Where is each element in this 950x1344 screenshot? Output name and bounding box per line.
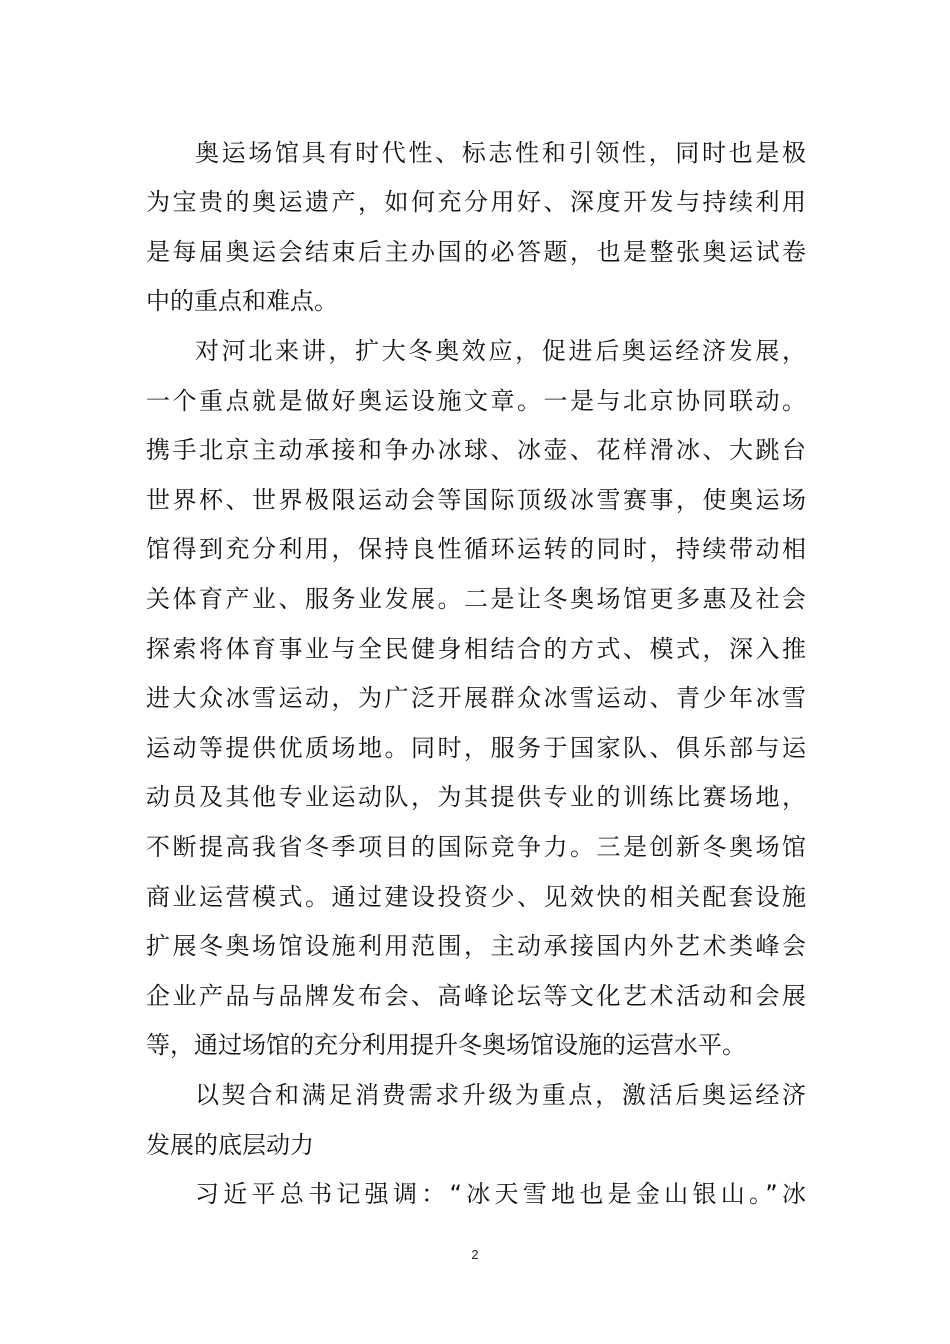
paragraph-2-line-5: 馆得到充分利用，保持良性循环运转的同时，持续带动相 (146, 535, 806, 563)
paragraph-3-line-1: 习近平总书记强调：“冰天雪地也是金山银山。”冰 (195, 1180, 806, 1208)
paragraph-2-line-2: 一个重点就是做好奥运设施文章。一是与北京协同联动。 (146, 387, 806, 415)
paragraph-2-line-11: 不断提高我省冬季项目的国际竞争力。三是创新冬奥场馆 (146, 833, 806, 861)
paragraph-2-line-13: 扩展冬奥场馆设施利用范围，主动承接国内外艺术类峰会 (146, 932, 806, 960)
paragraph-2-line-7: 探索将体育事业与全民健身相结合的方式、模式，深入推 (146, 635, 806, 663)
paragraph-1-line-3: 是每届奥运会结束后主办国的必答题，也是整张奥运试卷 (146, 238, 806, 266)
paragraph-2-line-3: 携手北京主动承接和争办冰球、冰壶、花样滑冰、大跳台 (146, 436, 806, 464)
paragraph-1-line-2: 为宝贵的奥运遗产，如何充分用好、深度开发与持续利用 (146, 188, 806, 216)
paragraph-2-line-14: 企业产品与品牌发布会、高峰论坛等文化艺术活动和会展 (146, 982, 806, 1010)
paragraph-2-line-4: 世界杯、世界极限运动会等国际顶级冰雪赛事，使奥运场 (146, 486, 806, 514)
paragraph-2-line-15: 等，通过场馆的充分利用提升冬奥场馆设施的运营水平。 (146, 1031, 746, 1059)
page-number: 2 (471, 1247, 479, 1262)
heading-line-2: 发展的底层动力 (146, 1131, 314, 1159)
paragraph-2-line-6: 关体育产业、服务业发展。二是让冬奥场馆更多惠及社会 (146, 585, 806, 613)
paragraph-1-line-4: 中的重点和难点。 (146, 287, 338, 315)
paragraph-1-line-1: 奥运场馆具有时代性、标志性和引领性，同时也是极 (195, 139, 806, 167)
paragraph-2-line-12: 商业运营模式。通过建设投资少、见效快的相关配套设施 (146, 883, 806, 911)
paragraph-2-line-9: 运动等提供优质场地。同时，服务于国家队、俱乐部与运 (146, 734, 806, 762)
paragraph-2-line-8: 进大众冰雪运动，为广泛开展群众冰雪运动、青少年冰雪 (146, 684, 806, 712)
paragraph-2-line-10: 动员及其他专业运动队，为其提供专业的训练比赛场地， (146, 783, 806, 811)
heading-line-1: 以契合和满足消费需求升级为重点，激活后奥运经济 (195, 1081, 806, 1109)
paragraph-2-line-1: 对河北来讲，扩大冬奥效应，促进后奥运经济发展， (195, 337, 806, 365)
